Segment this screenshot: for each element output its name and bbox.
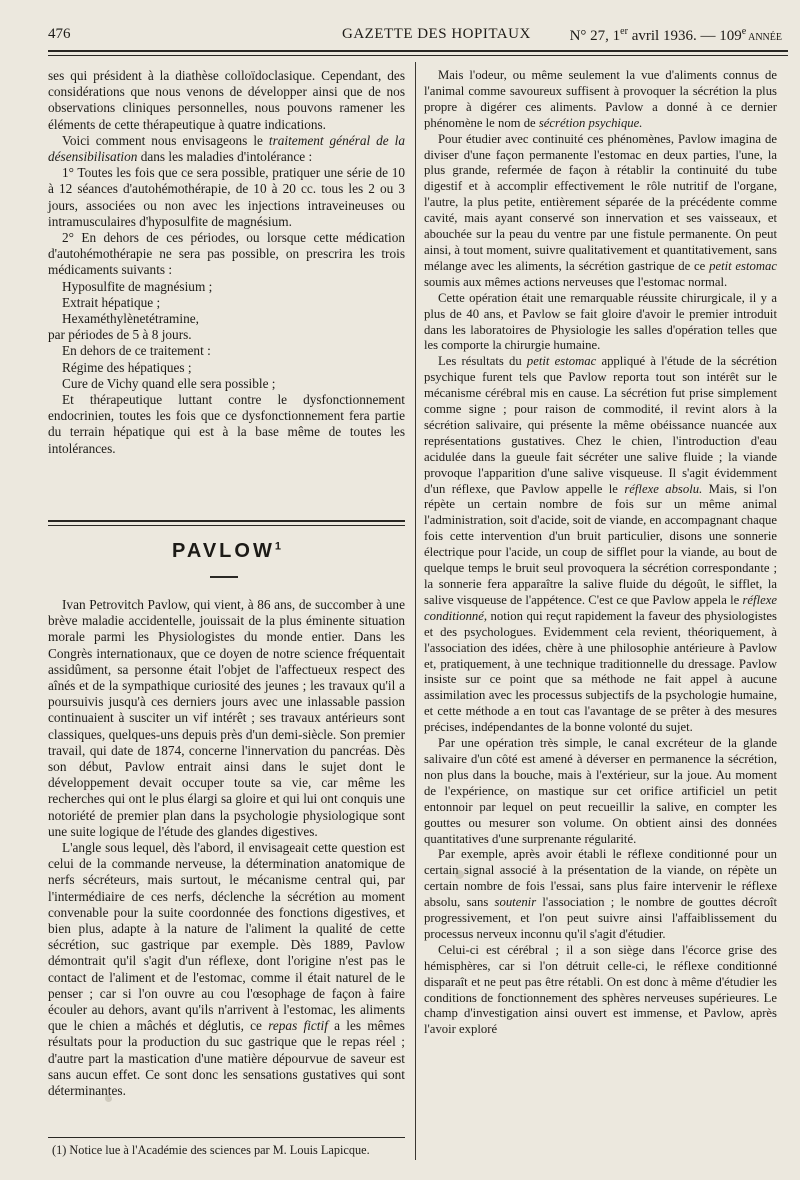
regimen-item: Cure de Vichy quand elle sera possible ; bbox=[62, 375, 276, 391]
italic-text: soutenir bbox=[494, 895, 537, 910]
column-divider bbox=[415, 62, 416, 1160]
text: appliqué à l'étude de la sécrétion psychique furent tels que Pavlow reporta tout son intérêt sur le mécanisme cérébral mis en cause. La sécrétion fut prise simplement comme signe ; pour raison de commodité, il revint alors à la sécrétion salivaire, qui présente la même obéissance nuancée aux représentations gustatives. Chez le chien, l'introduction d'eau acidulée dans la gueule fait sécréter une salive fluide ; la viande provoque l'apparition d'une salive visqueuse. Il s'agit évidemment d'un réflexe, que Pavlow appelle le bbox=[424, 354, 777, 496]
paragraph: 1° Toutes les fois que ce sera possible, pratiquer une série de 10 à 12 séances d'autohémothérapie, de 10 à 20 cc. tous les 2 ou 3 jours, associées ou non avec les injections intraveineuses ou intramusculaires d'hyposulfite de magnésium. bbox=[48, 165, 405, 229]
italic-text: petit estomac bbox=[709, 258, 777, 273]
text: Mais l'odeur, ou même seulement la vue d'aliments connus de l'animal comme savoureux suffisent à provoquer la sécrétion la plus propre à digérer ces aliments. Pavlow a donné à ce dernier phénomène le nom de bbox=[424, 68, 777, 130]
header-rule bbox=[48, 50, 788, 52]
header-rule-thin bbox=[48, 55, 788, 56]
italic-text: traitement général de la désensibilisation bbox=[48, 132, 406, 165]
paragraph: Celui-ci est cérébral ; il a son siège dans l'écorce grise des hémisphères, car si l'on détruit celle-ci, le réflexe conditionné disparaît et ne peut pas être rétabli. On est donc à même d'étudier les conditions de fonctionnement des sphères nerveuses supérieures. Le champ d'investigation ainsi ouvert est immense, et Pavlow, après l'avoir exploré bbox=[424, 942, 777, 1037]
article-title-text: PAVLOW bbox=[172, 540, 275, 562]
medication-item: Extrait hépatique ; bbox=[62, 294, 161, 310]
text: dans les maladies d'intolérance : bbox=[137, 149, 313, 165]
text: a les mêmes résultats pour la production du suc gastrique que le repas réel ; d'autre part la mastication d'une matière dépourvue de saveur est sans aucun effet. Ce sont donc les sensations gustatives qui sont déterminantes. bbox=[48, 1018, 405, 1099]
journal-title: GAZETTE DES HOPITAUX bbox=[342, 26, 531, 42]
medication-item: Hexaméthylènetétramine, bbox=[62, 311, 199, 327]
regimen-item: En dehors de ce traitement : bbox=[62, 343, 211, 359]
italic-text: sécrétion psychique. bbox=[538, 115, 643, 130]
paragraph: Cette opération était une remarquable réussite chirurgicale, il y a plus de 40 ans, et Pavlow se fait gloire d'avoir le premier introduit dans les laboratoires de Physiologie les salles d'opération telles que les comporte la chirurgie humaine. bbox=[424, 290, 777, 353]
article-title bbox=[48, 540, 405, 563]
left-column-article bbox=[48, 597, 405, 1099]
italic-text: réflexe absolu. bbox=[624, 481, 703, 496]
paragraph: Et thérapeutique luttant contre le dysfonctionnement endocrinien, toutes les fois que ce dysfonctionnement fera partie du terrain hépatique qui est à la base même de toutes les intolérances. bbox=[48, 392, 405, 456]
section-rule bbox=[48, 520, 405, 522]
footnote-rule bbox=[48, 1137, 405, 1138]
text: Mais, si l'on répète un certain nombre de fois sur un même animal l'administration, soit d'acide, soit de viande, en accompagnant chaque fois cette intervention d'un bruit particulier, disons une sonnerie électrique pour l'acide, un coup de sifflet pour la viande, au bout de quelque temps le bruit seul provoquera la sécrétion correspondante ; la sonnerie fera apparaître la salive fluide du dégoût, le sifflet, la salive visqueuse de l'appétence. C'est ce que Pavlow appela le bbox=[424, 481, 778, 607]
text: notion qui reçut rapidement la faveur des physiologistes et des psychologues. Evidemment cela revient, théoriquement, à l'association des idées, chère à une philosophie antérieure à Pavlow et, pratiquement, à une technique traditionnelle du dressage. Pavlow insiste sur ce point que sa méthode ne fait appel à aucune assimilation avec les processus subjectifs de la psychologie humaine, et cette méthode a en tout cas l'avantage de se prêter à des mesures précises, indépendantes de la bonne volonté du sujet. bbox=[424, 608, 777, 735]
paragraph: ses qui président à la diathèse colloïdoclasique. Cependant, des considérations que nous venons de développer ainsi que de nos observations cliniques personnelles, nous pouvons ramener les éléments de cette thérapeutique à quatre indications. bbox=[48, 68, 405, 132]
paragraph bbox=[424, 132, 777, 291]
issue-sup: er bbox=[620, 26, 628, 37]
paragraph: par périodes de 5 à 8 jours. bbox=[48, 327, 192, 343]
issue-date: avril 1936. — 109 bbox=[627, 28, 742, 44]
italic-text: petit estomac bbox=[526, 354, 597, 369]
left-column-top bbox=[48, 68, 405, 457]
text: soumis aux mêmes actions nerveuses que l'estomac normal. bbox=[424, 274, 728, 289]
paragraph bbox=[424, 847, 777, 942]
page-header bbox=[48, 26, 788, 48]
issue-info bbox=[570, 26, 782, 45]
page-number: 476 bbox=[48, 26, 71, 42]
footnote-ref: 1 bbox=[274, 540, 281, 553]
text: Voici comment nous envisageons le bbox=[62, 132, 269, 148]
text: Par exemple, après avoir établi le réflexe conditionné pour un certain signal associé à la présentation de la viande, on répète un certain nombre de fois l'essai, sans plus faire intervenir le réflexe absolu, sans bbox=[424, 847, 777, 910]
paragraph bbox=[48, 840, 405, 1099]
italic-text: réflexe conditionné, bbox=[424, 592, 777, 623]
paragraph bbox=[424, 68, 777, 132]
footnote: (1) Notice lue à l'Académie des sciences par M. Louis Lapicque. bbox=[52, 1143, 370, 1157]
regimen-item: Régime des hépatiques ; bbox=[62, 359, 192, 375]
text: l'association ; le nombre de gouttes décroît progressivement, et l'on peut suivre ainsi l'affaiblissement du processus nerveux inconnu qu'il s'agit d'étudier. bbox=[424, 895, 777, 941]
section-rule-thin bbox=[48, 525, 405, 526]
issue-year-sup: e bbox=[741, 26, 747, 37]
paragraph: Ivan Petrovitch Pavlow, qui vient, à 86 ans, de succomber à une brève maladie accidentelle, jouissait de la plus éminente situation morale parmi les Physiologistes du monde entier. Dans les Congrès internationaux, que ce doyen de notre science fréquentait assidûment, sa personne était l'objet de l'affectueux respect des aînés et de la sympathique curiosité des jeunes ; les travaux qu'il a poursuivis jusqu'à ces derniers jours avec une inlassable passion continuaient à susciter un vif intérêt ; ses travaux antérieurs sont classiques, quelques-uns depuis près d'un demi-siècle. Son premier travail, qui date de 1874, concerne l'innervation du pancréas. Dès son début, Pavlow entrait ainsi dans le sujet dont le développement devait occuper toute sa vie, car même les recherches qui ont le plus élargi sa gloire et qui lui ont conquis une notoriété de premier plan dans la psychologie physiologique sont une suite logique de l'étude des glandes digestives. bbox=[48, 597, 405, 839]
issue-prefix: N° 27, 1 bbox=[569, 28, 621, 44]
issue-year-word: ANNÉE bbox=[746, 32, 782, 43]
medication-item: Hyposulfite de magnésium ; bbox=[62, 278, 213, 294]
italic-text: repas fictif bbox=[268, 1018, 328, 1034]
paragraph bbox=[48, 133, 405, 165]
paragraph bbox=[424, 354, 777, 736]
right-column bbox=[424, 68, 777, 1038]
paragraph: Par une opération très simple, le canal excréteur de la glande salivaire d'un côté est amené à déverser en permanence la sécrétion, non plus dans la bouche, mais à l'extérieur, sur la joue. Au moment de l'expérience, on mastique sur cet orifice artificiel un petit entonnoir par lequel on peut recueillir la salive, en compter les gouttes ou mesurer son volume. On obtient ainsi des données quantitatives d'une surprenante régularité. bbox=[424, 736, 777, 846]
title-rule bbox=[210, 576, 238, 578]
paragraph: 2° En dehors de ces périodes, ou lorsque cette médication d'autohémothérapie ne sera pas possible, on prescrira les trois médicaments suivants : bbox=[48, 230, 405, 278]
text: Pour étudier avec continuité ces phénomènes, Pavlow imagina de diviser d'une façon permanente l'estomac en deux parties, l'une, la plus grande, refermée de façon à rétablir la continuité du tube digestif et à accomplir effectivement le rôle nutritif de l'organe, l'autre, la plus petite, entièrement séparée de la précédente comme cavité, mais ayant conservé son innervation et ses vaisseaux, et abouchée sur la peau du ventre par une fistule permanente. On peut ainsi, à tout moment, suivre qualitativement et quantitativement, sans mélange avec les aliments, la sécrétion gastrique de ce bbox=[424, 131, 777, 273]
text: L'angle sous lequel, dès l'abord, il envisageait cette question est celui de la commande nerveuse, la détermination anatomique de nerfs sécréteurs, mais surtout, le mécanisme central qui, par l'intermédiaire de ces nerfs, déclenche la sécrétion au moment convenable pour la suite coordonnée des fonctions digestives, et bien plus, adapte à la nature de l'aliment la qualité de cette sécrétion, suc gastrique par exemple. Dès 1889, Pavlow démontrait qu'il s'agit d'un réflexe, dont l'origine n'est pas le contact de l'aliment et de l'estomac, comme il était naturel de le penser ; car si l'on ouvre au cou l'œsophage de façon à faire écouler au dehors, avant qu'ils n'arrivent à l'estomac, les aliments que le chien a mâchés et déglutis, ce bbox=[48, 840, 405, 1034]
text: Les résultats du bbox=[438, 354, 527, 369]
